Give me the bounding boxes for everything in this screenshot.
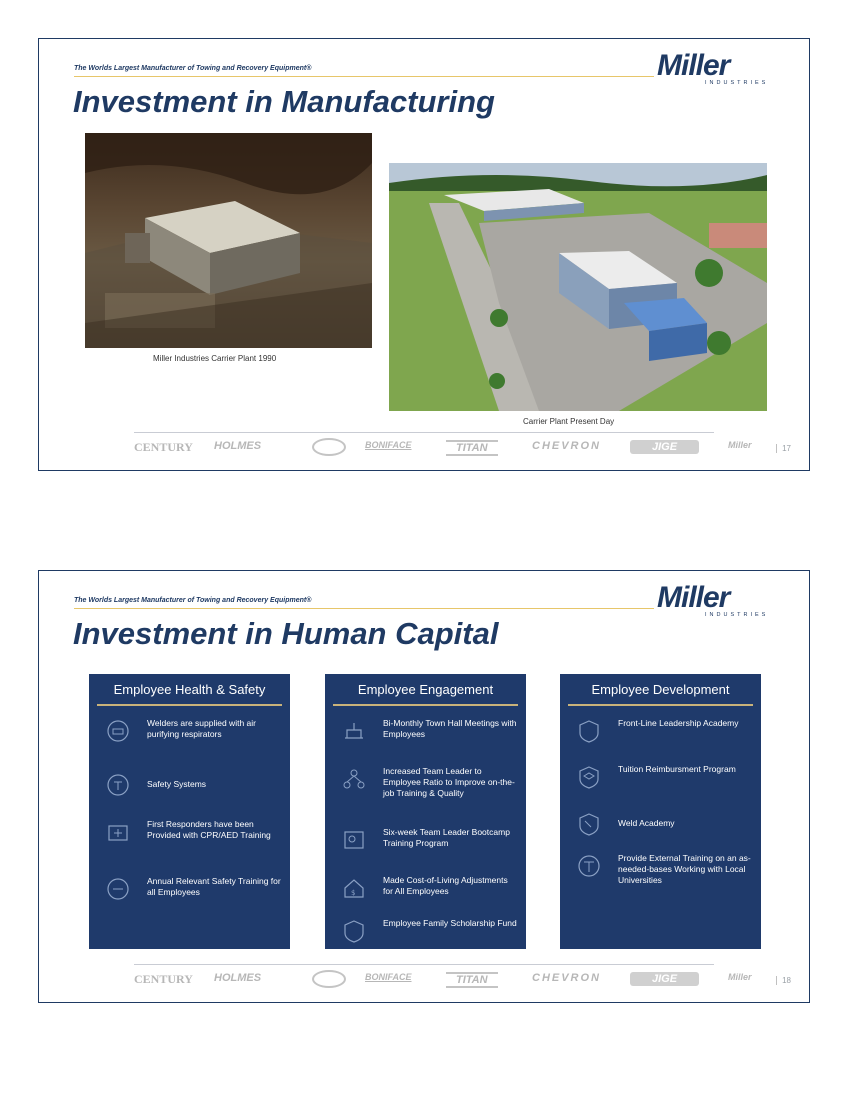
brand-century: CENTURY (134, 440, 193, 454)
item-text: Front-Line Leadership Academy (618, 718, 739, 728)
tagline: The Worlds Largest Manufacturer of Towing and Recovery Equipment® (74, 65, 312, 72)
carrier-plant-present-photo (389, 163, 767, 411)
slide-human-capital (38, 570, 810, 1003)
column-health-safety (89, 674, 290, 949)
brand-holmes: HOLMES (214, 440, 262, 452)
external-training-icon (576, 853, 602, 879)
brand-boniface: BONIFACE (365, 440, 412, 450)
brand-oval-logo (312, 970, 346, 988)
svg-text:$: $ (351, 889, 356, 897)
item-text: Welders are supplied with air purifying respirators (147, 718, 256, 739)
brand-rule (134, 432, 714, 433)
miller-logo (657, 49, 782, 89)
brand-strip (134, 438, 804, 458)
brand-miller-small: Miller (728, 972, 752, 982)
column-heading: Employee Engagement (357, 682, 494, 697)
logo-text: Miller (657, 581, 730, 614)
logo-text: Miller (657, 49, 730, 82)
item-text: Provide External Training on an as-needed-bases Working with Local Universities (618, 853, 751, 885)
respirator-icon (105, 718, 131, 744)
column-heading: Employee Health & Safety (113, 682, 266, 697)
weld-icon (576, 811, 602, 837)
miller-logo (657, 581, 782, 621)
item-text: Annual Relevant Safety Training for all Employees (147, 876, 281, 897)
scholarship-icon (341, 918, 367, 944)
column-heading: Employee Development (591, 682, 730, 697)
brand-miller-small: Miller (728, 440, 752, 450)
bootcamp-icon (341, 827, 367, 853)
page-number: 17 (776, 444, 791, 453)
tagline-rule (74, 76, 654, 77)
brand-titan: TITAN (446, 440, 498, 456)
column-rule (568, 704, 753, 706)
item-text: Bi-Monthly Town Hall Meetings with Employees (383, 718, 517, 739)
brand-holmes: HOLMES (214, 972, 262, 984)
brand-century: CENTURY (134, 972, 193, 986)
brand-chevron: CHEVRON (532, 440, 602, 452)
item-text: Safety Systems (147, 779, 207, 789)
item-text: Employee Family Scholarship Fund (383, 918, 517, 928)
slide-title: Investment in Human Capital (73, 616, 499, 651)
cost-of-living-icon (341, 875, 367, 901)
item-text: Weld Academy (618, 818, 675, 828)
column-rule (97, 704, 282, 706)
brand-boniface: BONIFACE (365, 972, 412, 982)
brand-rule (134, 964, 714, 965)
leadership-icon (576, 718, 602, 744)
tagline: The Worlds Largest Manufacturer of Towing and Recovery Equipment® (74, 597, 312, 604)
item-text: Increased Team Leader to Employee Ratio to Improve on-the-job Training & Quality (383, 766, 515, 798)
team-icon (341, 766, 367, 792)
column-engagement (325, 674, 526, 949)
safety-icon (105, 772, 131, 798)
slide-title: Investment in Manufacturing (73, 84, 495, 119)
slide-manufacturing (38, 38, 810, 471)
brand-jige: JIGE (630, 440, 699, 454)
town-hall-icon (341, 718, 367, 744)
item-text: Six-week Team Leader Bootcamp Training Program (383, 827, 510, 848)
logo-sub: INDUSTRIES (705, 612, 769, 618)
caption-plant-present: Carrier Plant Present Day (523, 417, 615, 426)
logo-sub: INDUSTRIES (705, 80, 769, 86)
page-number: 18 (776, 976, 791, 985)
column-rule (333, 704, 518, 706)
carrier-plant-1990-photo (85, 133, 372, 348)
item-text: First Responders have been Provided with CPR/AED Training (147, 819, 271, 840)
training-icon (105, 876, 131, 902)
column-development (560, 674, 761, 949)
first-aid-icon (105, 819, 131, 845)
item-text: Made Cost-of-Living Adjustments for All Employees (383, 875, 508, 896)
brand-titan: TITAN (446, 972, 498, 988)
brand-strip (134, 970, 804, 990)
tagline-rule (74, 608, 654, 609)
caption-plant-1990: Miller Industries Carrier Plant 1990 (153, 354, 277, 363)
item-text: Tuition Reimbursment Program (618, 764, 736, 774)
brand-oval-logo (312, 438, 346, 456)
brand-jige: JIGE (630, 972, 699, 986)
brand-chevron: CHEVRON (532, 972, 602, 984)
tuition-icon (576, 764, 602, 790)
